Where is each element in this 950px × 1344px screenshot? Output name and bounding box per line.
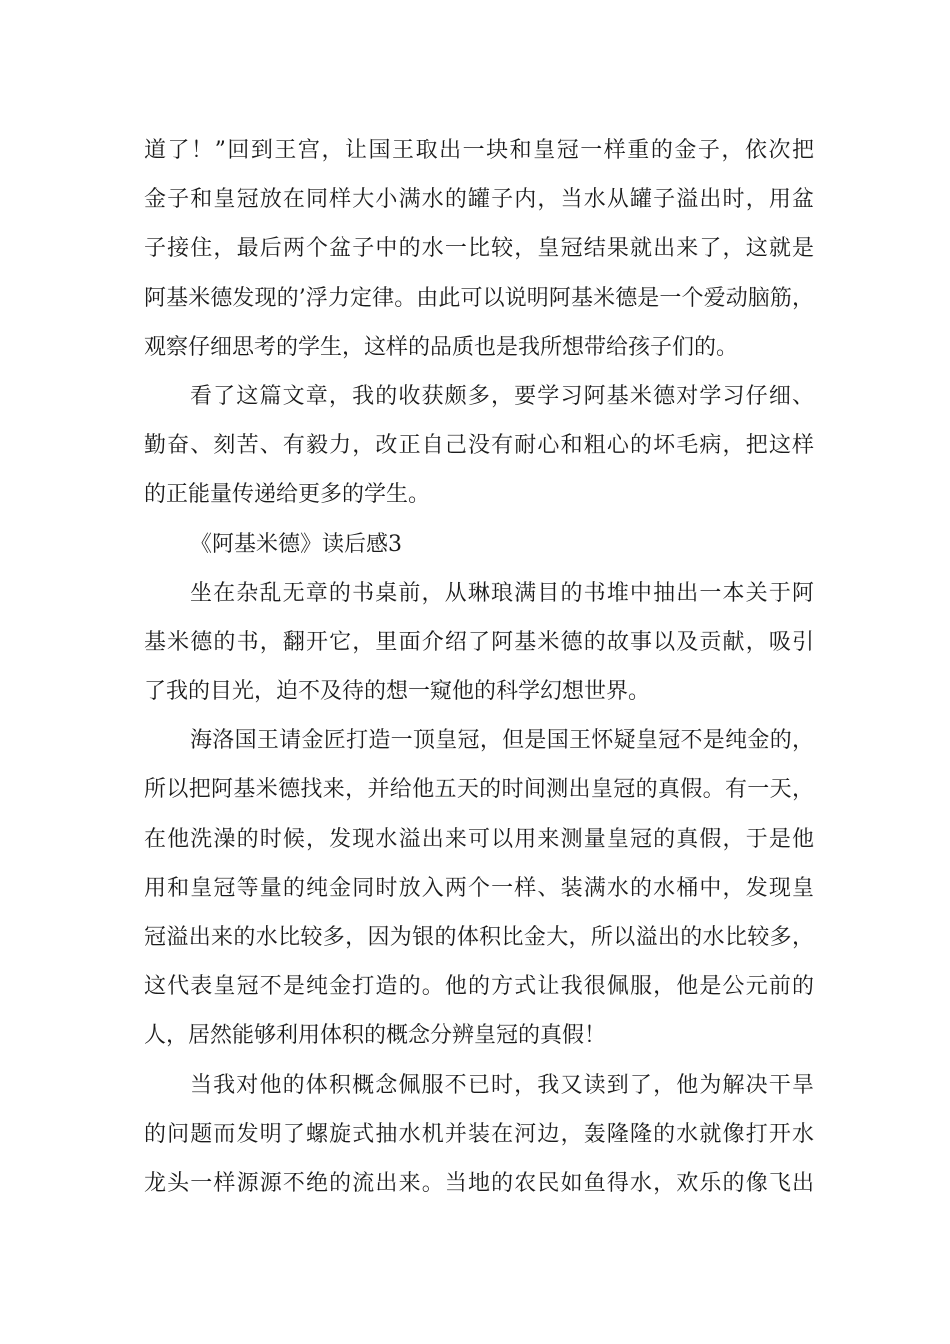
text-line: 人，居然能够利用体积的概念分辨皇冠的真假！ — [144, 1023, 607, 1049]
document-body — [144, 126, 814, 1208]
text-line: 了我的目光，迫不及待的想一窥他的科学幻想世界。 — [144, 679, 651, 705]
text-line: 阿基米德发现的’浮力定律。由此可以说明阿基米德是一个爱动脑筋， — [144, 285, 814, 311]
text-line: 海洛国王请金匠打造一顶皇冠，但是国王怀疑皇冠不是纯金的， — [190, 728, 814, 754]
text-line: 基米德的书，翻开它，里面介绍了阿基米德的故事以及贡献，吸引 — [144, 629, 814, 655]
text-line: 用和皇冠等量的纯金同时放入两个一样、装满水的水桶中，发现皇 — [144, 875, 814, 901]
text-line: 在他洗澡的时候，发现水溢出来可以用来测量皇冠的真假，于是他 — [144, 826, 814, 852]
text-line: 冠溢出来的水比较多，因为银的体积比金大，所以溢出的水比较多， — [144, 925, 814, 950]
text-line: 的问题而发明了螺旋式抽水机并装在河边，轰隆隆的水就像打开水 — [144, 1121, 814, 1147]
text-line: 子接住，最后两个盆子中的水一比较，皇冠结果就出来了，这就是 — [144, 236, 814, 262]
text-line: 龙头一样源源不绝的流出来。当地的农民如鱼得水，欢乐的像飞出 — [144, 1170, 814, 1196]
text-line: 这代表皇冠不是纯金打造的。他的方式让我很佩服，他是公元前的 — [144, 974, 814, 1000]
text-line: 当我对他的体积概念佩服不已时，我又读到了，他为解决干旱 — [190, 1072, 814, 1098]
text-line: 金子和皇冠放在同样大小满水的罐子内，当水从罐子溢出时，用盆 — [144, 187, 814, 213]
text-line: 坐在杂乱无章的书桌前，从琳琅满目的书堆中抽出一本关于阿 — [190, 580, 814, 606]
text-line: 看了这篇文章，我的收获颇多，要学习阿基米德对学习仔细、 — [190, 383, 814, 409]
section-heading: 《阿基米德》读后感3 — [190, 531, 402, 557]
text-line: 所以把阿基米德找来，并给他五天的时间测出皇冠的真假。有一天， — [144, 777, 814, 803]
text-line: 勤奋、刻苦、有毅力，改正自己没有耐心和粗心的坏毛病，把这样 — [144, 433, 814, 459]
text-line: 的正能量传递给更多的学生。 — [144, 482, 431, 508]
text-line: 道了！”回到王宫，让国王取出一块和皇冠一样重的金子，依次把 — [144, 138, 814, 163]
text-line: 观察仔细思考的学生，这样的品质也是我所想带给孩子们的。 — [144, 334, 739, 360]
